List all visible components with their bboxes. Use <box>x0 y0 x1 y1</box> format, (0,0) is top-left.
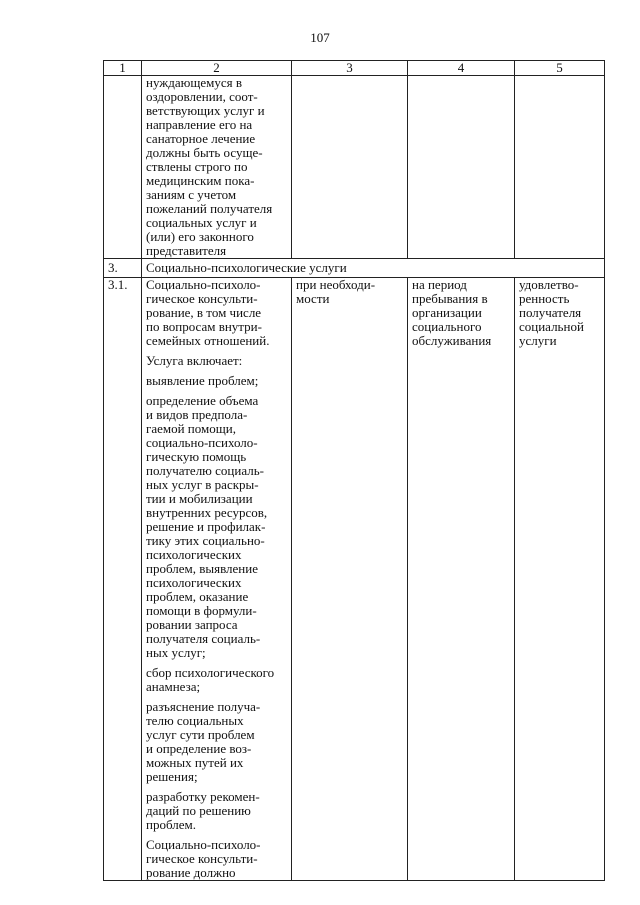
item-period: на период пребывания в организации социального обслуживания <box>412 277 492 348</box>
continuation-row <box>104 76 605 259</box>
continuation-number-cell <box>104 76 142 259</box>
item-description-paragraph: выявление проблем; <box>146 373 259 388</box>
item-number: 3.1. <box>104 278 142 881</box>
continuation-cell-3 <box>292 76 408 259</box>
column-header-4: 4 <box>408 61 515 76</box>
item-description-paragraph: Социально-психоло- гическое консульти- рование, в том числе по вопросам внутри- семейных отношений. <box>146 277 270 348</box>
item-description-paragraph: разработку рекомен- даций по решению проблем. <box>146 789 260 832</box>
column-header-3: 3 <box>292 61 408 76</box>
column-header-2: 2 <box>142 61 292 76</box>
item-frequency-cell <box>292 278 408 881</box>
item-description-cell <box>142 278 292 881</box>
item-description-paragraph: сбор психологического анамнеза; <box>146 665 275 694</box>
item-description-paragraph: определение объема и видов предпола- гаемой помощи, социально-психоло- гическую помощь получателю социаль- ных услуг в раскры- тии и мобилизации внутренних ресурсов, решение и профилак- тику этих социально- психологических проблем, выявление психологических проблем, оказание помощи в формули- ровании запроса получателя социаль- ных услуг; <box>146 393 268 660</box>
page-number: 107 <box>310 30 330 45</box>
continuation-text: нуждающемуся в оздоровлении, соот- ветствующих услуг и направление его на санаторное лечение должны быть осуще- ствлены строго по медицинским пока- заниям с учетом пожеланий получателя социальных услуг и (или) его законного представителя <box>146 75 273 258</box>
column-header-5: 5 <box>515 61 605 76</box>
item-description-paragraph: разъяснение получа- телю социальных услуг сути проблем и определение воз- можных путей их решения; <box>146 699 261 784</box>
item-period-cell <box>408 278 515 881</box>
section-title: Социально-психологические услуги <box>142 259 605 278</box>
section-number: 3. <box>104 259 142 278</box>
column-header-1: 1 <box>104 61 142 76</box>
item-description-paragraph: Услуга включает: <box>146 353 243 368</box>
continuation-description-cell <box>142 76 292 259</box>
item-row <box>104 278 605 881</box>
item-quality-cell <box>515 278 605 881</box>
table-header-row <box>104 61 605 76</box>
item-description-paragraph: Социально-психоло- гическое консульти- рование должно <box>146 837 261 880</box>
item-frequency: при необходи- мости <box>296 277 376 306</box>
services-table <box>103 60 605 881</box>
continuation-cell-4 <box>408 76 515 259</box>
section-row <box>104 259 605 278</box>
continuation-cell-5 <box>515 76 605 259</box>
item-quality: удовлетво- ренность получателя социальной услуги <box>519 277 584 348</box>
